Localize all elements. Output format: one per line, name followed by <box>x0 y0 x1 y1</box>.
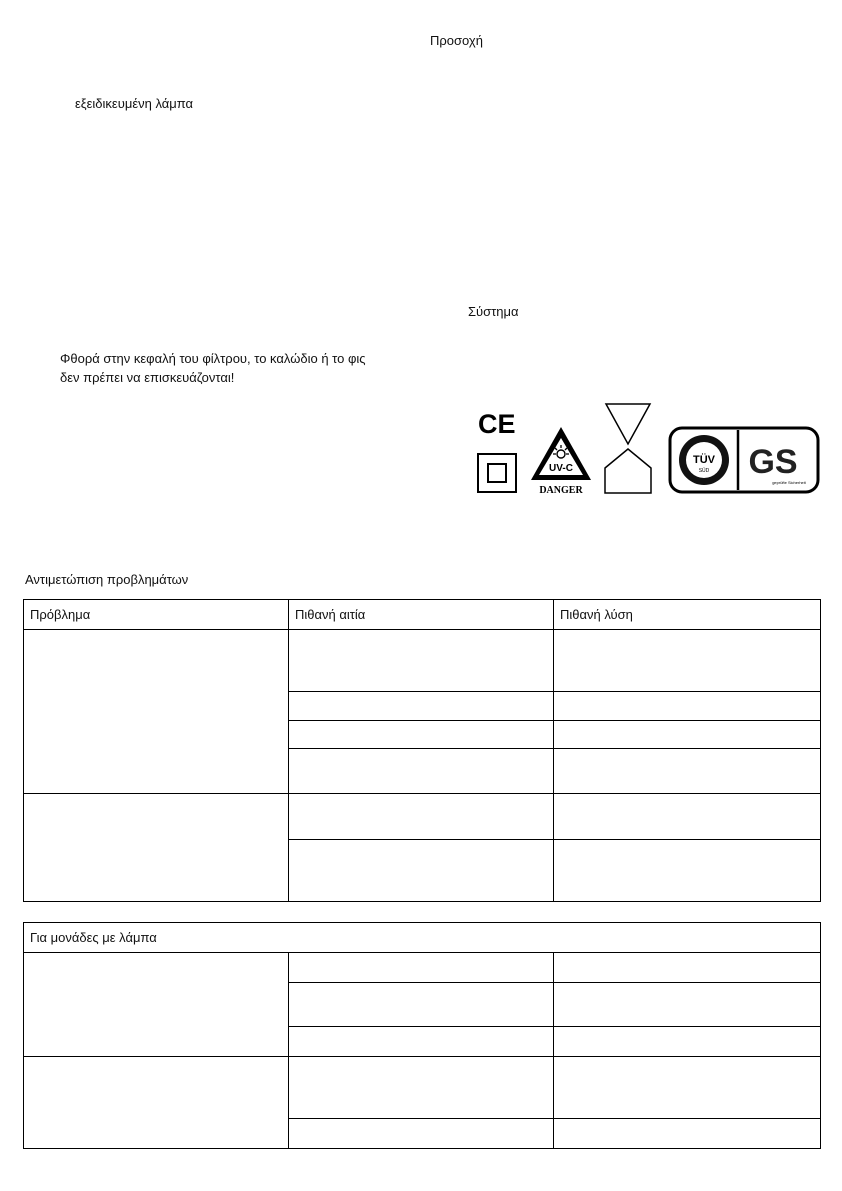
table-cell <box>554 1057 821 1119</box>
gs-label: GS <box>748 443 798 481</box>
troubleshooting-table <box>23 599 821 902</box>
table-cell <box>24 953 289 1057</box>
table-cell <box>24 630 289 794</box>
uvc-label: UV-C <box>549 463 573 474</box>
table-cell <box>554 721 821 749</box>
caution-heading: Προσοχή <box>430 33 483 48</box>
table-row <box>24 630 821 692</box>
table-header-row <box>24 600 821 630</box>
class-ii-insulation-icon <box>477 453 519 495</box>
column-header-possible-solution: Πιθανή λύση <box>554 600 821 630</box>
table-cell <box>554 983 821 1027</box>
table-cell <box>289 692 554 721</box>
table-cell <box>554 953 821 983</box>
lamp-units-title: Για μονάδες με λάμπα <box>24 923 821 953</box>
table-cell <box>289 840 554 902</box>
column-header-possible-cause: Πιθανή αιτία <box>289 600 554 630</box>
table-cell <box>554 794 821 840</box>
tuv-label: TÜV <box>693 454 715 466</box>
table-cell <box>554 630 821 692</box>
ce-mark-text: CE <box>478 409 516 438</box>
table-row <box>24 953 821 983</box>
ce-mark-icon <box>476 408 516 438</box>
table-cell <box>289 794 554 840</box>
table-cell <box>554 1119 821 1149</box>
table-cell <box>24 1057 289 1149</box>
table-cell <box>554 692 821 721</box>
table-cell <box>289 721 554 749</box>
table-cell <box>289 1119 554 1149</box>
table-row <box>24 1057 821 1119</box>
table-cell <box>289 630 554 692</box>
tuv-gs-certification-icon <box>668 426 820 496</box>
tuv-sub-label: SÜD <box>698 468 710 474</box>
damage-note-line-2: δεν πρέπει να επισκευάζονται! <box>60 370 235 385</box>
table-cell <box>289 1027 554 1057</box>
column-header-problem: Πρόβλημα <box>24 600 289 630</box>
lamp-label: εξειδικευμένη λάμπα <box>75 96 194 111</box>
table-cell <box>554 840 821 902</box>
table-cell <box>289 749 554 794</box>
table-cell <box>24 794 289 902</box>
troubleshooting-title: Αντιμετώπιση προβλημάτων <box>25 572 189 587</box>
table-cell <box>289 1057 554 1119</box>
lamp-units-header-row <box>24 923 821 953</box>
lamp-units-table <box>23 922 821 1149</box>
danger-label: DANGER <box>539 485 583 496</box>
table-cell <box>554 1027 821 1057</box>
uvc-danger-icon <box>528 424 594 496</box>
table-cell <box>289 953 554 983</box>
damage-note <box>60 349 366 387</box>
damage-note-line-1: Φθορά στην κεφαλή του φίλτρου, το καλώδιο ή το φις <box>60 351 366 366</box>
indoor-use-only-icon <box>602 402 656 496</box>
table-cell <box>554 749 821 794</box>
system-label: Σύστημα <box>468 304 519 319</box>
table-cell <box>289 983 554 1027</box>
table-row <box>24 794 821 840</box>
gs-sub-label: geprüfte Sicherheit <box>772 480 806 485</box>
